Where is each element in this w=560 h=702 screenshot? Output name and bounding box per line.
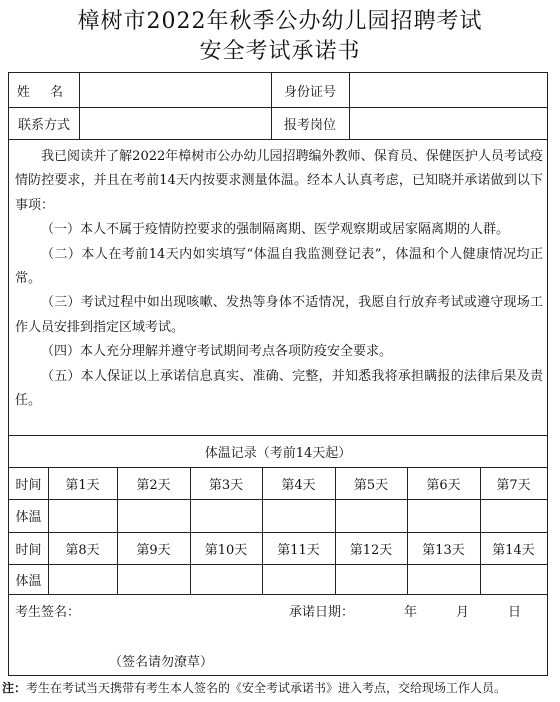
day-header: 第14天 bbox=[492, 542, 535, 558]
footer-note bbox=[2, 679, 506, 696]
commitment-statement bbox=[15, 145, 543, 413]
statement-item: （一）本人不属于疫情防控要求的强制隔离期、医学观察期或居家隔离期的人群。 bbox=[41, 222, 510, 238]
temperature-cell[interactable] bbox=[481, 565, 546, 593]
day-header: 第5天 bbox=[353, 477, 389, 493]
date-label: 承诺日期： bbox=[289, 605, 355, 620]
signature-label: 考生签名： bbox=[15, 605, 81, 620]
temperature-cell[interactable] bbox=[191, 565, 261, 593]
page-subtitle: 安全考试承诺书 bbox=[199, 39, 361, 64]
contact-field[interactable] bbox=[81, 107, 273, 139]
day-header: 第4天 bbox=[281, 477, 316, 493]
temperature-cell[interactable] bbox=[118, 565, 189, 593]
divider bbox=[9, 139, 547, 140]
day-header: 第8天 bbox=[65, 542, 100, 558]
position-label: 报考岗位 bbox=[283, 117, 336, 133]
signature-hint: （签名请勿潦草） bbox=[109, 655, 214, 670]
temperature-cell[interactable] bbox=[118, 500, 189, 531]
statement-item: （五）本人保证以上承诺信息真实、准确、完整，并知悉我将承担瞒报的法律后果及责任。 bbox=[15, 368, 543, 409]
id-number-label: 身份证号 bbox=[283, 84, 336, 100]
position-field[interactable] bbox=[351, 107, 551, 139]
day-header: 第1天 bbox=[65, 477, 100, 493]
temperature-label: 体温 bbox=[15, 573, 42, 589]
contact-label: 联系方式 bbox=[17, 117, 70, 133]
day-header: 第13天 bbox=[422, 542, 465, 558]
day-label: 日 bbox=[508, 605, 522, 620]
statement-item: （二）本人在考前14天内如实填写“体温自我监测登记表”，体温和个人健康情况均正常。 bbox=[15, 246, 543, 287]
temperature-cell[interactable] bbox=[408, 500, 479, 531]
year-label: 年 bbox=[404, 605, 418, 620]
day-header: 第7天 bbox=[496, 477, 531, 493]
day-header: 第12天 bbox=[349, 542, 393, 558]
statement-item: （四）本人充分理解并遵守考试期间考点各项防疫安全要求。 bbox=[41, 344, 393, 360]
day-header: 第3天 bbox=[208, 477, 244, 493]
temperature-cell[interactable] bbox=[336, 500, 406, 531]
page-title: 樟树市2022年秋季公办幼儿园招聘考试 bbox=[77, 9, 483, 34]
name-field[interactable] bbox=[81, 73, 273, 107]
id-number-field[interactable] bbox=[351, 73, 551, 107]
temperature-record-header: 体温记录（考前14天起） bbox=[204, 445, 352, 461]
temperature-cell[interactable] bbox=[49, 500, 116, 531]
day-header: 第9天 bbox=[136, 542, 171, 558]
name-label: 姓 名 bbox=[16, 84, 72, 100]
temperature-cell[interactable] bbox=[336, 565, 406, 593]
note-text: 考生在考试当天携带有考生本人签名的《安全考试承诺书》进入考点，交给现场工作人员。 bbox=[26, 681, 507, 695]
temperature-cell[interactable] bbox=[263, 565, 334, 593]
divider bbox=[9, 594, 547, 595]
divider bbox=[349, 73, 350, 139]
temperature-cell[interactable] bbox=[481, 500, 546, 531]
divider bbox=[79, 73, 80, 139]
commitment-form bbox=[8, 72, 548, 676]
day-header: 第2天 bbox=[136, 477, 171, 493]
day-header: 第10天 bbox=[204, 542, 248, 558]
temperature-cell[interactable] bbox=[191, 500, 261, 531]
temperature-cell[interactable] bbox=[263, 500, 334, 531]
month-label: 月 bbox=[456, 605, 470, 620]
day-header: 第11天 bbox=[277, 542, 320, 558]
temperature-label: 体温 bbox=[15, 510, 42, 525]
time-label: 时间 bbox=[15, 477, 42, 493]
time-label: 时间 bbox=[15, 542, 42, 558]
temperature-cell[interactable] bbox=[49, 565, 116, 593]
statement-item: （三）考试过程中如出现咳嗽、发热等身体不适情况，我愿自行放弃考试或遵守现场工作人员安排到指定区域考试。 bbox=[15, 295, 543, 335]
statement-intro: 我已阅读并了解2022年樟树市公办幼儿园招聘编外教师、保育员、保健医护人员考试疫情防控要求，并且在考前14天内按要求测量体温。经本人认真考虑，已知晓并承诺做到以下事项： bbox=[15, 149, 543, 213]
temperature-cell[interactable] bbox=[408, 565, 479, 593]
day-header: 第6天 bbox=[426, 477, 461, 493]
note-prefix: 注： bbox=[2, 681, 27, 695]
